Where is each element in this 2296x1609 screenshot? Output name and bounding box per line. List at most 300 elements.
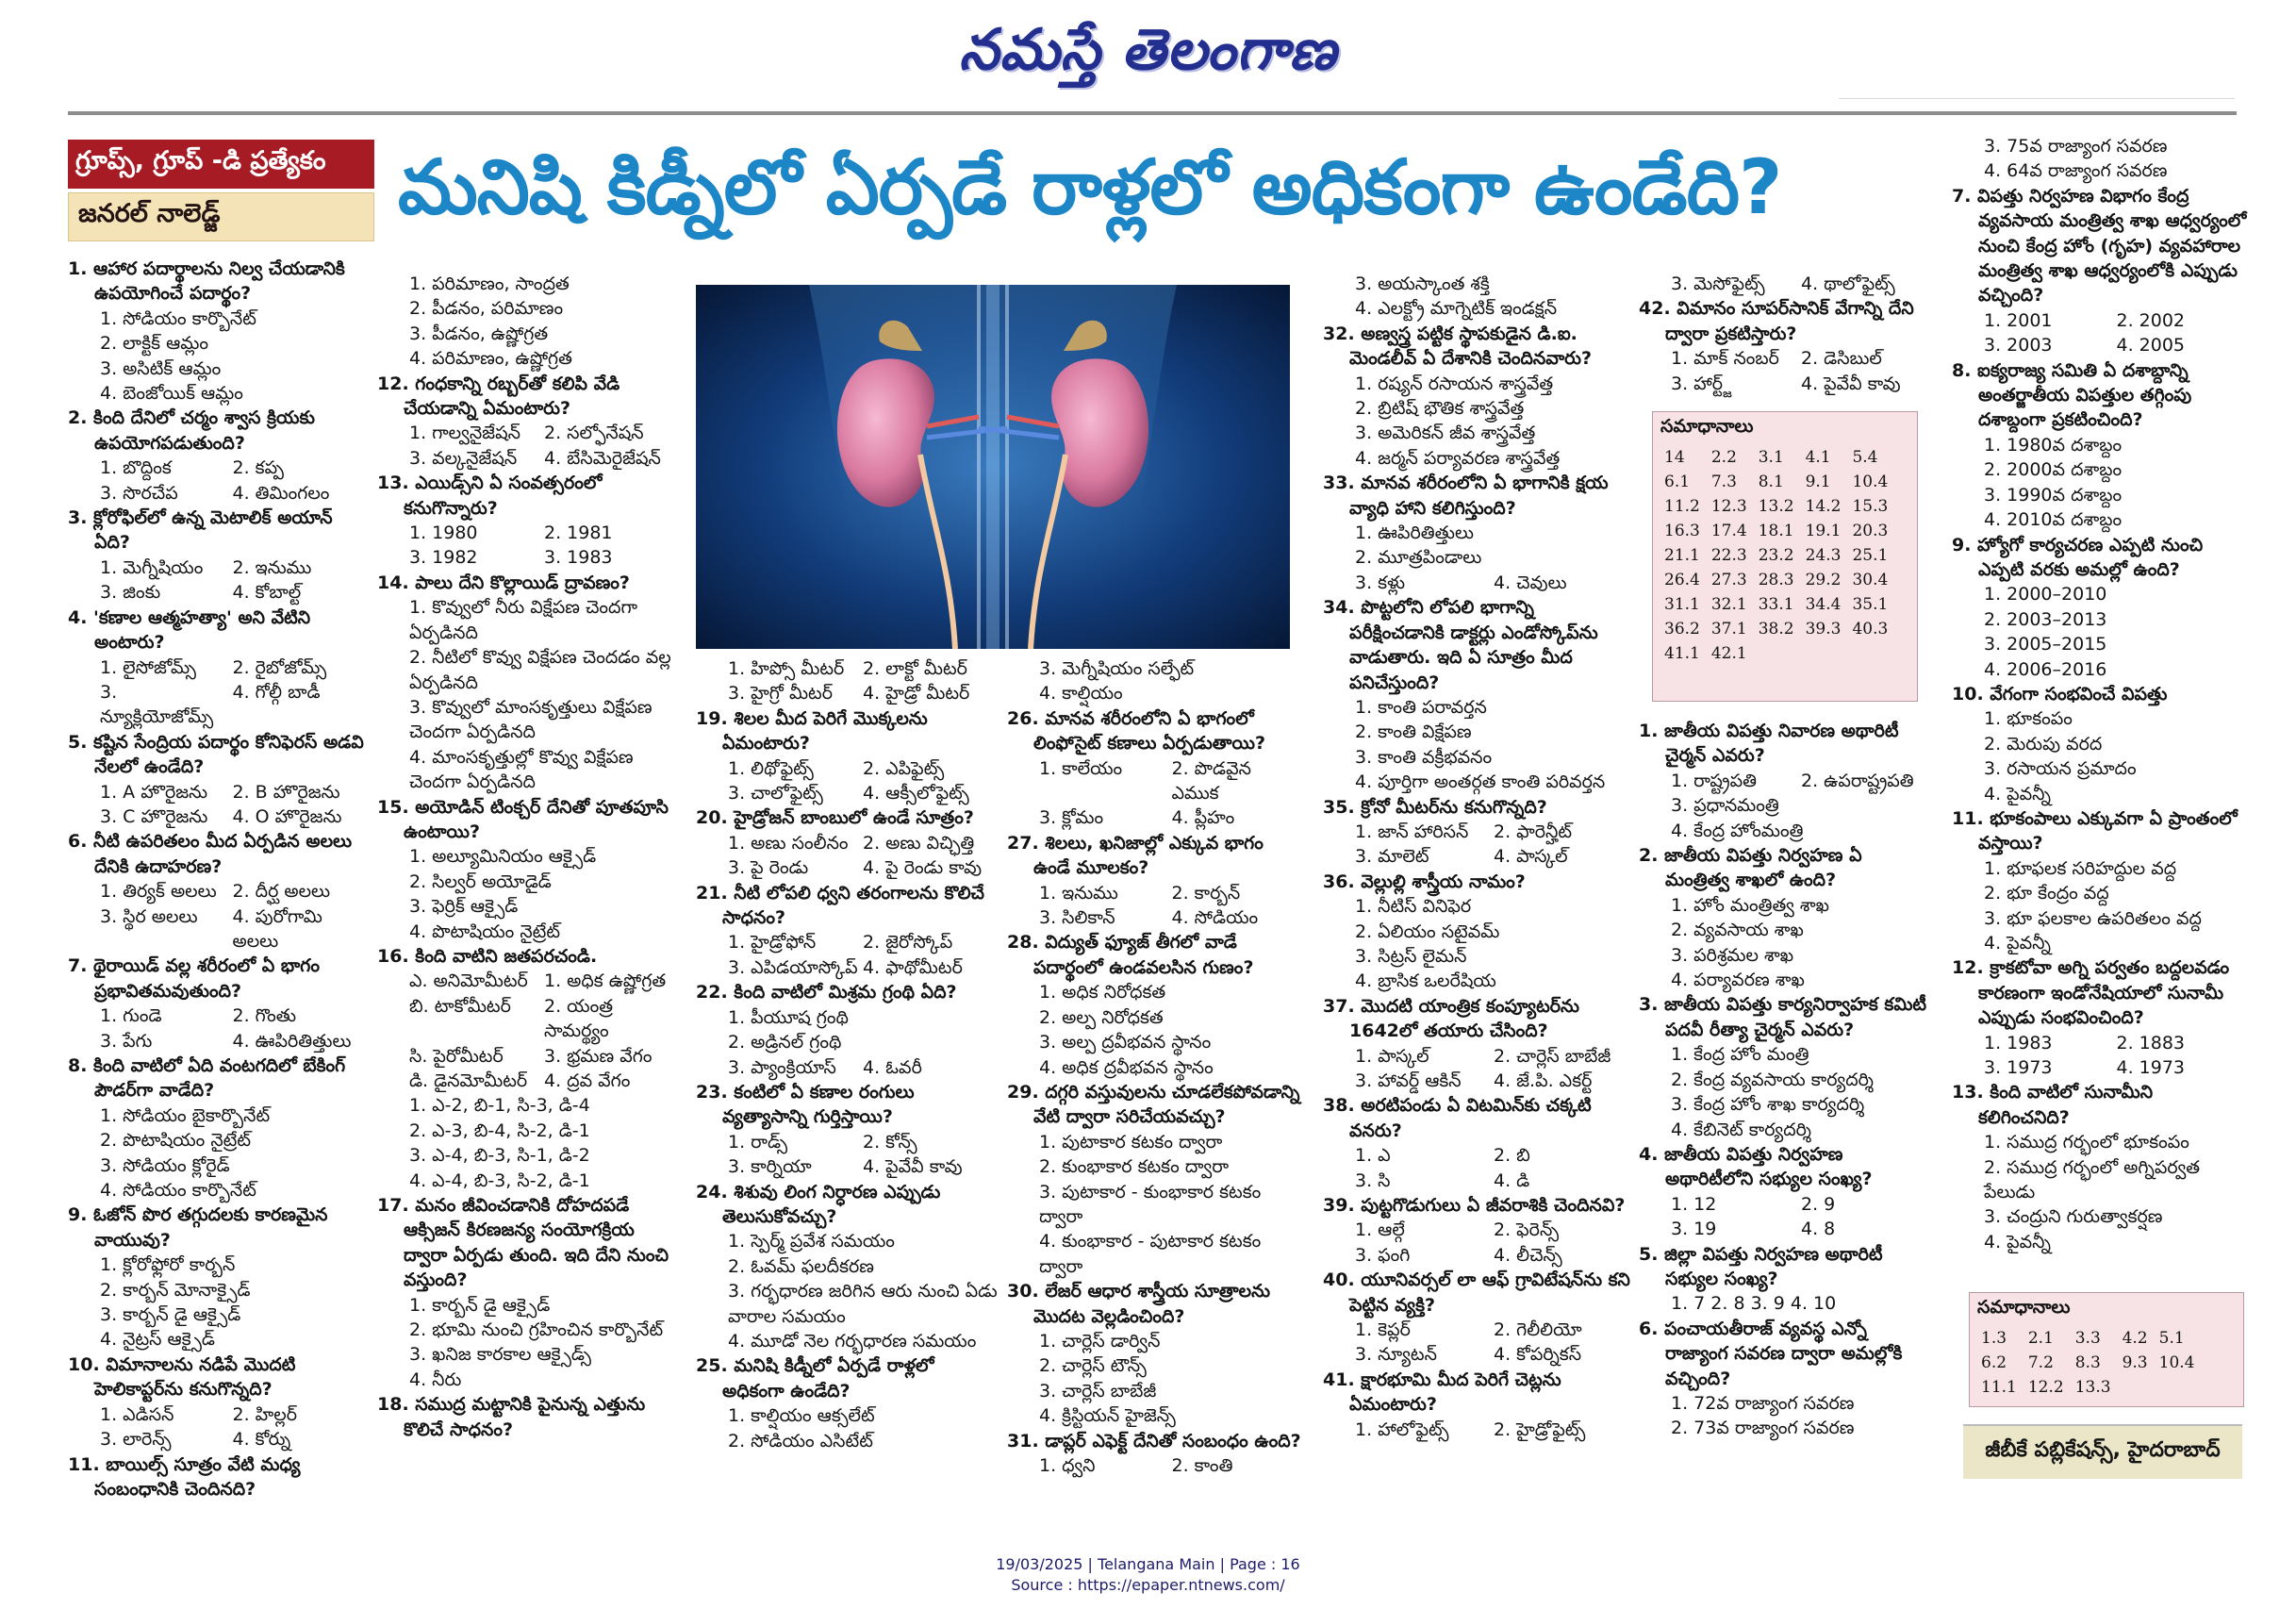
answer-option: 4. ద్రవ వేగం bbox=[544, 1070, 631, 1091]
answer-option: 2. ఫెరెన్స్ bbox=[1494, 1219, 1560, 1241]
answer-option: 1. 2000–2010 bbox=[1984, 584, 2107, 605]
answer-option: 1. చార్లెస్ డార్విన్ bbox=[1039, 1330, 1161, 1352]
answer-option-pair bbox=[68, 1004, 365, 1028]
question: 28. విద్యుత్ ఫ్యూజ్ తీగలో వాడే పదార్థంలో ఉండవలసిన గుణం? bbox=[1007, 932, 1254, 978]
answer-option: 2. చార్లెస్ టౌన్స్ bbox=[1039, 1355, 1147, 1377]
answer-option: 3. కాంతి వక్రీభవనం bbox=[1355, 746, 1493, 768]
answer-option: 2. జైరోస్కోప్ bbox=[863, 932, 953, 954]
answer-cell bbox=[2154, 1375, 2201, 1400]
answer-option-pair bbox=[1007, 1453, 1304, 1478]
answer-option: 2. లాక్టో మీటర్ bbox=[863, 658, 967, 679]
answer-cell: 5.1 bbox=[2158, 1329, 2185, 1348]
answer-option: 1. కెప్లర్ bbox=[1355, 1319, 1411, 1341]
question: 16. కింది వాటిని జతపరచండి. bbox=[377, 945, 598, 967]
answer-option: 4. డి bbox=[1494, 1169, 1530, 1191]
answer-option-pair bbox=[1639, 346, 1931, 371]
answer-option: 1. లిథోఫైట్స్ bbox=[728, 757, 814, 779]
answer-option: 1. కాంతి పరావర్తన bbox=[1355, 696, 1487, 718]
question: 2. కింది దేనిలో చర్మం శ్వాస క్రియకు ఉపయోగపడుతుంది? bbox=[68, 407, 315, 454]
answer-row bbox=[1659, 568, 1893, 592]
answer-option-pair bbox=[696, 930, 998, 954]
answer-option: 4. సోడియం కార్బొనేట్ bbox=[100, 1180, 256, 1202]
answer-option: 4. నైట్రస్ ఆక్సైడ్ bbox=[100, 1329, 215, 1351]
answer-cell: 37.1 bbox=[1710, 620, 1747, 639]
answer-option: 1. సోడియం కార్బొనేట్ bbox=[100, 307, 256, 329]
answer-option-pair bbox=[696, 656, 998, 681]
answer-option: 2. యంత్ర సామర్థ్యం bbox=[544, 995, 614, 1042]
answer-option: 3. ఎపిడయాస్కోప్ bbox=[728, 956, 858, 978]
question: 42. విమానం సూపర్‌సానిక్ వేగాన్ని దేని ద్వారా ప్రకటిస్తారు? bbox=[1639, 298, 1914, 344]
answer-cell: 1.3 bbox=[1981, 1329, 2007, 1348]
answer-option: 3. గర్భధారణ జరిగిన ఆరు నుంచి ఏడు వారాల సమయం bbox=[728, 1281, 998, 1327]
answer-option: 4. నీరు bbox=[409, 1368, 462, 1390]
answer-row bbox=[1975, 1326, 2200, 1351]
answer-cell: 2.2 bbox=[1710, 448, 1737, 467]
question: 36. వెల్లుల్లి శాస్త్రీయ నామం? bbox=[1323, 871, 1526, 892]
answer-option: 4. పైవేవీ కావు bbox=[863, 1156, 963, 1178]
answer-cell: 13.2 bbox=[1758, 497, 1794, 516]
answer-option: 2. బ్రిటిష్ భౌతిక శాస్త్రవేత్త bbox=[1355, 398, 1525, 420]
answer-option: 3. పై రెండు bbox=[728, 857, 809, 879]
answer-option: 3. ఫెర్రిక్ ఆక్సైడ్ bbox=[409, 896, 519, 918]
question: 19. శిలల మీద పెరిగే మొక్కలను ఏమంటారు? bbox=[696, 707, 928, 755]
answer-option: 2. హిల్లర్ bbox=[232, 1403, 298, 1425]
answer-option: 3. C హొరైజను bbox=[100, 805, 208, 827]
answer-option: 1. గుండె bbox=[100, 1005, 162, 1027]
answer-option: 3. అసిటిక్ ఆమ్లం bbox=[100, 357, 222, 379]
answer-option-pair bbox=[1639, 372, 1931, 396]
answer-option: 1. మాక్ నంబర్ bbox=[1671, 348, 1779, 370]
answer-option-pair bbox=[1007, 905, 1304, 930]
answer-option: 1. 72వ రాజ్యాంగ సవరణ bbox=[1671, 1392, 1855, 1414]
question-column-7 bbox=[1952, 134, 2249, 1254]
answer-key-2 bbox=[1969, 1292, 2244, 1407]
answer-option: 1. ఇనుము bbox=[1039, 882, 1118, 904]
answer-option: 1. భూకంపం bbox=[1984, 708, 2073, 730]
answer-option-pair bbox=[68, 580, 365, 605]
answer-option: 3. కళ్లు bbox=[1355, 572, 1406, 593]
answer-option: 3. పేగు bbox=[100, 1030, 153, 1052]
answer-cell: 33.1 bbox=[1758, 595, 1794, 614]
answer-option: 1. కాలేయం bbox=[1039, 757, 1123, 779]
answer-option: 1. హాలోఫైట్స్ bbox=[1355, 1418, 1449, 1440]
answer-option: 4. ఓవరీ bbox=[863, 1056, 922, 1078]
answer-option: 1. నీటిస్ వినిఫెర bbox=[1355, 896, 1472, 918]
answer-option: 1. ఊపిరితిత్తులు bbox=[1355, 523, 1475, 544]
answer-option: 2. ఇనుము bbox=[232, 556, 312, 578]
question: 41. క్షారభూమి మీద పెరిగే చెట్లను ఏమంటారు? bbox=[1323, 1368, 1561, 1416]
answer-cell: 7.3 bbox=[1710, 473, 1737, 491]
question: 31. డాప్లర్ ఎఫెక్ట్ దేనితో సంబంధం ఉంది? bbox=[1007, 1430, 1301, 1451]
answer-option-pair bbox=[1639, 769, 1931, 793]
answer-option: 1. క్లోరోఫ్లోరో కార్బన్ bbox=[100, 1254, 236, 1276]
answer-option: 1. స్పెర్మ్ ప్రవేశ సమయం bbox=[728, 1231, 895, 1252]
answer-key-title: సమాధానాలు bbox=[1977, 1297, 2071, 1318]
answer-option-pair bbox=[68, 879, 365, 904]
answer-option: 3. భూ ఫలకాల ఉపరితలం వద్ద bbox=[1984, 907, 2202, 929]
answer-option: 4. జే.పి. ఎకర్ట్ bbox=[1494, 1070, 1593, 1091]
answer-option-pair bbox=[1639, 1192, 1931, 1217]
answer-option: 3. కార్బన్ డై ఆక్సైడ్ bbox=[100, 1304, 241, 1326]
question: 15. అయోడిన్ టింక్చర్ దేనితో పూతపూసి ఉంటాయి? bbox=[377, 796, 669, 842]
answer-option-pair bbox=[696, 1154, 998, 1179]
answer-option: 3. 1983 bbox=[544, 547, 613, 569]
answer-option: 1. ఎ-2, బి-1, సి-3, డి-4 bbox=[409, 1095, 590, 1117]
answer-option-pair bbox=[377, 545, 679, 570]
answer-option: 2. కాంతి bbox=[1171, 1455, 1233, 1476]
newspaper-logo: నమస్తే తెలంగాణ bbox=[958, 17, 1338, 83]
answer-cell bbox=[1800, 641, 1847, 666]
answer-option: 2. డెసిబుల్ bbox=[1801, 348, 1882, 370]
answer-key-table bbox=[1975, 1326, 2200, 1400]
answer-option-pair bbox=[377, 421, 679, 445]
answer-option-pair bbox=[68, 804, 365, 829]
question: 9. హ్యోగో కార్యచరణ ఎప్పటి నుంచి ఎప్పటి వరకు అమల్లో ఉంది? bbox=[1952, 534, 2204, 580]
answer-option: 3. చార్లెస్ బాబేజీ bbox=[1039, 1380, 1157, 1402]
answer-cell: 42.1 bbox=[1710, 644, 1747, 663]
answer-option: 3. 75వ రాజ్యాంగ సవరణ bbox=[1984, 136, 2168, 157]
question: 2. జాతీయ విపత్తు నిర్వహణ ఏ మంత్రిత్వ శాఖలో ఉంది? bbox=[1639, 845, 1862, 891]
answer-cell: 20.3 bbox=[1852, 522, 1889, 540]
answer-option-pair bbox=[696, 756, 998, 781]
question: 1. ఆహార పదార్థాలను నిల్వ చేయడానికి ఉపయోగించే పదార్థం? bbox=[68, 258, 345, 305]
answer-option: 4. పర్యావరణ శాఖ bbox=[1671, 970, 1805, 991]
answer-cell: 34.4 bbox=[1805, 595, 1842, 614]
answer-option-pair bbox=[1323, 571, 1632, 595]
answer-option-pair bbox=[1952, 1055, 2249, 1080]
answer-cell: 10.4 bbox=[1852, 473, 1889, 491]
answer-option: 4. 1973 bbox=[2116, 1057, 2186, 1079]
answer-option: 1. ఎడిసన్ bbox=[100, 1403, 174, 1425]
answer-option: 3. 2005–2015 bbox=[1984, 634, 2107, 655]
answer-option-pair bbox=[68, 904, 365, 954]
answer-option: 3. ప్రధానమంత్రి bbox=[1671, 795, 1779, 817]
answer-option: 2. ఉపరాష్ట్రపతి bbox=[1801, 770, 1914, 791]
question-column-2 bbox=[377, 272, 679, 1442]
answer-option: 1. సముద్ర గర్భంలో భూకంపం bbox=[1984, 1132, 2189, 1153]
question-column-1 bbox=[68, 257, 365, 1501]
answer-option-pair bbox=[68, 481, 365, 506]
answer-cell: 5.4 bbox=[1852, 448, 1878, 467]
answer-option: 1. సోడియం బైకార్బొనేట్ bbox=[100, 1104, 271, 1126]
answer-option: 2. కాంతి విక్షేపణ bbox=[1355, 722, 1472, 743]
answer-cell: 18.1 bbox=[1758, 522, 1794, 540]
answer-cell: 3.3 bbox=[2074, 1329, 2101, 1348]
answer-option: 2. వ్యవసాయ శాఖ bbox=[1671, 920, 1804, 941]
answer-option-pair bbox=[68, 1029, 365, 1053]
question: 12. గంధకాన్ని రబ్బర్‌తో కలిపి వేడి చేయడాన్ని ఏమంటారు? bbox=[377, 373, 620, 420]
answer-option: 3. సొరచేప bbox=[100, 482, 178, 504]
answer-option: 2. ఓవమ్ ఫలదీకరణ bbox=[728, 1255, 874, 1277]
answer-cell: 31.1 bbox=[1664, 595, 1700, 614]
answer-option: 1. కేంద్ర హోం మంత్రి bbox=[1671, 1044, 1809, 1066]
answer-option: 4. బెంజోయిక్ ఆమ్లం bbox=[100, 383, 243, 405]
answer-option-pair bbox=[68, 680, 365, 730]
answer-cell: 12.2 bbox=[2027, 1378, 2064, 1397]
question-column-6-bottom bbox=[1639, 719, 1931, 1441]
answer-option: 1. పరిమాణం, సాంద్రత bbox=[409, 274, 570, 294]
question: 10. విమానాలను నడిపే మొదటి హెలికాప్టర్‌ను కనుగొన్నది? bbox=[68, 1353, 296, 1401]
question: 22. కింది వాటిలో మిశ్రమ గ్రంథి ఏది? bbox=[696, 982, 957, 1004]
answer-row bbox=[1659, 592, 1893, 617]
answer-option: 4. పొటాషియం నైట్రేట్ bbox=[409, 921, 561, 942]
kidney-image bbox=[696, 285, 1290, 649]
answer-option: 3. లారెన్స్ bbox=[100, 1429, 172, 1451]
answer-option-pair bbox=[68, 1402, 365, 1427]
answer-option: 2. భూమి నుంచి గ్రహించిన కార్బొనేట్ bbox=[409, 1319, 664, 1341]
question: 13. కింది వాటిలో సునామీని కలిగించనిది? bbox=[1952, 1082, 2154, 1128]
answer-key-table bbox=[1659, 445, 1893, 666]
answer-option: 4. ఎలక్ట్రో మాగ్నెటిక్ ఇండక్షన్ bbox=[1355, 298, 1558, 320]
answer-option: 2. హైడ్రోఫైట్స్ bbox=[1494, 1418, 1586, 1440]
question: 18. సముద్ర మట్టానికి పైనున్న ఎత్తును కొలిచే సాధనం? bbox=[377, 1394, 646, 1440]
answer-cell: 35.1 bbox=[1852, 595, 1889, 614]
answer-option: 4. ఆక్సీలోఫైట్స్ bbox=[863, 783, 969, 804]
answer-option: 2. భూ కేంద్రం వద్ద bbox=[1984, 883, 2109, 904]
answer-option: 3. పరిశ్రమల శాఖ bbox=[1671, 944, 1794, 966]
answer-option: 4. పై రెండు కావు bbox=[863, 857, 983, 879]
answer-option: 3. భ్రమణ వేగం bbox=[544, 1045, 652, 1067]
answer-option-pair bbox=[377, 1069, 679, 1093]
answer-option: 1. 1980వ దశాబ్దం bbox=[1984, 434, 2123, 456]
answer-option: 2. ఎపిఫైట్స్ bbox=[863, 757, 945, 779]
answer-row bbox=[1659, 445, 1893, 470]
answer-cell: 22.3 bbox=[1710, 546, 1747, 565]
answer-option: 2. పీడనం, పరిమాణం bbox=[409, 298, 564, 320]
answer-option: 4. O హొరైజను bbox=[232, 805, 342, 827]
answer-option: 4. లీచెన్స్ bbox=[1494, 1244, 1562, 1266]
answer-cell bbox=[1753, 641, 1800, 666]
answer-option: 4. తిమింగలం bbox=[232, 482, 330, 504]
answer-option: 2. ఎ-3, బి-4, సి-2, డి-1 bbox=[409, 1120, 590, 1141]
answer-option-pair bbox=[1007, 805, 1304, 830]
answer-option-pair bbox=[1323, 1318, 1632, 1342]
question-column-4 bbox=[1007, 656, 1304, 1478]
answer-option: 3. రసాయన ప్రమాదం bbox=[1984, 758, 2137, 780]
answer-option-pair bbox=[1952, 1031, 2249, 1055]
answer-option: 1. తిర్యక్ అలలు bbox=[100, 881, 217, 903]
answer-option: 4. సోడియం bbox=[1171, 907, 1259, 929]
answer-option: 1. అధిక నిరోధకత bbox=[1039, 982, 1166, 1004]
answer-option: 1. రాష్ట్రపతి bbox=[1671, 770, 1757, 791]
answer-option-pair bbox=[377, 521, 679, 545]
answer-option: 2. సోడియం ఎసిటేట్ bbox=[728, 1430, 873, 1451]
answer-option: 2. రైబోజోమ్స్ bbox=[232, 656, 327, 678]
answer-key-title: సమాధానాలు bbox=[1660, 416, 1754, 437]
answer-option: 1. హోం మంత్రిత్వ శాఖ bbox=[1671, 894, 1830, 916]
answer-option: 2. కేంద్ర వ్యవసాయ కార్యదర్శి bbox=[1671, 1069, 1874, 1090]
answer-cell: 15.3 bbox=[1852, 497, 1889, 516]
answer-option-pair bbox=[696, 955, 998, 980]
answer-option: 4. కేంద్ర హోంమంత్రి bbox=[1671, 820, 1804, 841]
answer-option: 1. 12 bbox=[1671, 1193, 1717, 1215]
question: 3. జాతీయ విపత్తు కార్యనిర్వాహక కమిటీ పదవీ రీత్యా చైర్మన్ ఎవరు? bbox=[1639, 994, 1927, 1040]
answer-key-1 bbox=[1652, 411, 1918, 702]
answer-option: 1. ధ్వని bbox=[1039, 1455, 1096, 1476]
answer-option-pair bbox=[696, 855, 998, 880]
answer-option: 1. కార్బన్ డై ఆక్సైడ్ bbox=[409, 1294, 551, 1316]
answer-cell: 19.1 bbox=[1805, 522, 1842, 540]
answer-option: 4. 2005 bbox=[2116, 335, 2186, 357]
answer-option-pair bbox=[377, 1044, 679, 1069]
answer-option-pair bbox=[696, 681, 998, 705]
answer-option-pair bbox=[377, 994, 679, 1044]
answer-cell: 23.2 bbox=[1758, 546, 1794, 565]
answer-option: 3. సిలికాన్ bbox=[1039, 907, 1115, 929]
answer-option: 4. చెవులు bbox=[1494, 572, 1567, 593]
answer-cell: 27.3 bbox=[1710, 571, 1747, 589]
answer-option: 3. చాలోఫైట్స్ bbox=[728, 783, 823, 804]
answer-option: 3. 1982 bbox=[409, 547, 478, 569]
answer-option: 2. కార్బన్ bbox=[1171, 882, 1241, 904]
answer-row bbox=[1659, 641, 1893, 666]
question: 6. నీటి ఉపరితలం మీద ఏర్పడిన అలలు దేనికి ఉదాహరణ? bbox=[68, 831, 353, 877]
answer-option-pair bbox=[1323, 1069, 1632, 1093]
answer-option: బి. టాకోమీటర్ bbox=[409, 995, 511, 1017]
answer-option-pair bbox=[68, 456, 365, 480]
question: 38. అరటిపండు ఏ విటమిన్‌కు చక్కటి వనరు? bbox=[1323, 1095, 1592, 1141]
answer-option: 3. మెగ్నీషియం సల్ఫేట్ bbox=[1039, 658, 1195, 679]
question: 32. అణ్వస్త్ర పట్టిక స్థాపకుడైన డి.ఐ. మెండలీవ్ ఏ దేశానికి చెందినవారు? bbox=[1323, 323, 1593, 370]
answer-option: 4. కుంభాకార - పుటాకార కటకం ద్వారా bbox=[1039, 1231, 1262, 1277]
answer-option: 2. సముద్ర గర్భంలో అగ్నిపర్వత పేలుడు bbox=[1984, 1156, 2201, 1203]
answer-option: 2. కోన్స్ bbox=[863, 1131, 917, 1153]
answer-option: 1. 7 2. 8 3. 9 4. 10 bbox=[1671, 1293, 1837, 1315]
header-thin-rule bbox=[1839, 98, 2235, 99]
answer-cell: 25.1 bbox=[1852, 546, 1889, 565]
answer-option: 1. ఎ bbox=[1355, 1145, 1391, 1167]
question: 21. నీటి లోపలి ధ్వని తరంగాలను కొలిచే సాధనం? bbox=[696, 882, 984, 929]
answer-option: సి. పైరోమీటర్ bbox=[409, 1045, 504, 1067]
answer-row bbox=[1659, 470, 1893, 494]
answer-option: 2. అడ్రినల్ గ్రంథి bbox=[728, 1032, 842, 1053]
question-column-6-top bbox=[1639, 272, 1931, 396]
answer-option: 2. అణు విచ్ఛిత్తి bbox=[863, 832, 975, 854]
question: 37. మొదటి యాంత్రిక కంప్యూటర్‌ను 1642లో తయారు చేసింది? bbox=[1323, 995, 1579, 1042]
answer-option: 1. బొద్దింక bbox=[100, 457, 172, 479]
answer-option: 4. ప్లీహం bbox=[1171, 807, 1235, 829]
answer-option-pair bbox=[1323, 820, 1632, 844]
answer-option: 1. రాడ్స్ bbox=[728, 1131, 788, 1153]
answer-option: 2. మెరుపు వరద bbox=[1984, 733, 2103, 755]
answer-option: 3. 2003 bbox=[1984, 335, 2053, 357]
answer-option: 3. ఎ-4, బి-3, సి-1, డి-2 bbox=[409, 1145, 590, 1167]
answer-option: 1. 1980 bbox=[409, 523, 478, 544]
answer-option: 2. 9 bbox=[1801, 1193, 1836, 1215]
answer-cell: 12.3 bbox=[1710, 497, 1747, 516]
question: 10. వేగంగా సంభవించే విపత్తు bbox=[1952, 683, 2168, 705]
answer-cell: 6.2 bbox=[1981, 1353, 2007, 1372]
answer-option: 3. అమెరికన్ జీవ శాస్త్రవేత్త bbox=[1355, 423, 1536, 444]
answer-option: 2. 2003–2013 bbox=[1984, 608, 2107, 630]
question: 8. ఐక్యరాజ్య సమితి ఏ దశాబ్దాన్ని అంతర్జాతీయ విపత్తుల తగ్గింపు దశాబ్దంగా ప్రకటించింది? bbox=[1952, 359, 2192, 431]
answer-cell: 9.3 bbox=[2122, 1353, 2148, 1372]
answer-option: 2. బి bbox=[1494, 1145, 1530, 1167]
answer-option: 4. అధిక ద్రవీభవన స్థానం bbox=[1039, 1056, 1214, 1078]
question: 7. విపత్తు నిర్వహణ విభాగం కేంద్ర వ్యవసాయ మంత్రిత్వ శాఖ ఆధ్వర్యంలో నుంచి కేంద్ర హోం (గృహ) వ్యవహారాల మంత్రిత్వ శాఖ ఆధ్వర్యంలోకి ఎప్పుడు వచ్చింది? bbox=[1952, 185, 2247, 307]
question: 4. జాతీయ విపత్తు నిర్వహణ అథారిటీలోని సభ్యుల సంఖ్య? bbox=[1639, 1143, 1873, 1190]
answer-option-pair bbox=[377, 969, 679, 993]
answer-option: 2. కార్బన్ మోనాక్సైడ్ bbox=[100, 1279, 251, 1301]
answer-option: 2. నీటిలో కొవ్వు విక్షేపణ చెందడం వల్ల ఏర్పడినది bbox=[409, 647, 671, 693]
answer-option-pair bbox=[1007, 881, 1304, 905]
answer-option: 1. రష్యన్ రసాయన శాస్త్రవేత్త bbox=[1355, 373, 1554, 394]
answer-cell: 39.3 bbox=[1805, 620, 1842, 639]
answer-option: 2. 73వ రాజ్యాంగ సవరణ bbox=[1671, 1418, 1855, 1439]
answer-option: 3. ఖనిజ కారకాల ఆక్సైడ్స్ bbox=[409, 1344, 591, 1366]
answer-option: 1. కొవ్వులో నీరు విక్షేపణ చెందగా ఏర్పడినది bbox=[409, 597, 637, 643]
answer-cell: 4.2 bbox=[2122, 1329, 2148, 1348]
answer-cell: 7.2 bbox=[2027, 1353, 2054, 1372]
answer-option: 3. పీడనం, ఉష్ణోగ్రత bbox=[409, 323, 549, 344]
answer-option: 4. పైవన్నీ bbox=[1984, 783, 2052, 804]
answer-cell: 14.2 bbox=[1805, 497, 1842, 516]
answer-option: 3. సి bbox=[1355, 1169, 1391, 1191]
answer-option: 4. పైవన్నీ bbox=[1984, 933, 2052, 954]
answer-row bbox=[1975, 1351, 2200, 1375]
answer-option-pair bbox=[68, 1427, 365, 1451]
answer-option: 3. 1973 bbox=[1984, 1057, 2053, 1079]
answer-option: 4. కేబినెట్ కార్యదర్శి bbox=[1671, 1119, 1811, 1140]
section-tag bbox=[68, 140, 374, 241]
answer-cell: 28.3 bbox=[1758, 571, 1794, 589]
question: 30. లేజర్ ఆధార శాస్త్రీయ సూత్రాలను మొదట వెల్లడించింది? bbox=[1007, 1281, 1271, 1327]
question: 25. మనిషి కిడ్నీలో ఏర్పడే రాళ్లలో అధికంగా ఉండేది? bbox=[696, 1355, 934, 1402]
answer-option: 3. న్యూటన్ bbox=[1355, 1344, 1437, 1366]
answer-option: 3. కేంద్ర హోం శాఖ కార్యదర్శి bbox=[1671, 1094, 1865, 1116]
question: 33. మానవ శరీరంలోని ఏ భాగానికి క్షయ వ్యాధి హాని కలిగిస్తుంది? bbox=[1323, 473, 1609, 519]
answer-row bbox=[1659, 543, 1893, 568]
question: 23. కంటిలో ఏ కణాల రంగులు వ్యత్యాసాన్ని గుర్తిస్తాయి? bbox=[696, 1081, 915, 1128]
answer-option: 1. అధిక ఉష్ణోగ్రత bbox=[544, 970, 667, 992]
answer-option: 2. సల్ఫోనేషన్ bbox=[544, 423, 644, 444]
answer-cell: 21.1 bbox=[1664, 546, 1700, 565]
answer-option: 2. దీర్ఘ అలలు bbox=[232, 881, 331, 903]
answer-option-pair bbox=[1639, 1217, 1931, 1241]
answer-cell: 29.2 bbox=[1805, 571, 1842, 589]
header-rule bbox=[68, 111, 2237, 115]
answer-option: 3. అయస్కాంత శక్తి bbox=[1355, 274, 1490, 294]
answer-cell: 24.3 bbox=[1805, 546, 1842, 565]
answer-option: 3. సోడియం క్లోరైడ్ bbox=[100, 1154, 230, 1176]
answer-cell: 30.4 bbox=[1852, 571, 1889, 589]
answer-option: 3. కార్నియా bbox=[728, 1156, 812, 1178]
answer-option: 3. న్యూక్లియోజోమ్స్ bbox=[100, 681, 214, 728]
answer-option: 3. హావర్డ్ ఆకిన్ bbox=[1355, 1070, 1462, 1091]
answer-option: 2. ఫారెన్హీట్ bbox=[1494, 821, 1573, 842]
answer-option: 1. A హొరైజను bbox=[100, 781, 208, 803]
answer-option-pair bbox=[1323, 1418, 1632, 1442]
answer-option: 2. మూత్రపిండాలు bbox=[1355, 547, 1482, 569]
answer-option: 1. పుటాకార కటకం ద్వారా bbox=[1039, 1131, 1223, 1153]
answer-option: 4. కోర్ను bbox=[232, 1429, 291, 1451]
answer-option-pair bbox=[1323, 1342, 1632, 1367]
answer-option: 1. జాన్ హారిసన్ bbox=[1355, 821, 1469, 842]
answer-option: 4. పరిమాణం, ఉష్ణోగ్రత bbox=[409, 348, 572, 370]
section-tag-primary: గ్రూప్స్, గ్రూప్ -డి ప్రత్యేకం bbox=[68, 140, 374, 189]
answer-option: 1. పాస్కల్ bbox=[1355, 1045, 1429, 1067]
question: 11. బాయిల్స్ సూత్రం వేటి మధ్య సంబంధానికి చెందినది? bbox=[68, 1453, 301, 1500]
answer-cell bbox=[1846, 641, 1893, 666]
answer-cell: 13.3 bbox=[2074, 1378, 2111, 1397]
question: 12. క్రాకటోవా అగ్ని పర్వతం బద్దలవడం కారణంగా ఇండోనేషియాలో సునామీ ఎప్పుడు సంభవించింది? bbox=[1952, 957, 2230, 1029]
answer-option: 1. 1983 bbox=[1984, 1032, 2053, 1053]
answer-cell: 3.1 bbox=[1758, 448, 1784, 467]
answer-option-pair bbox=[377, 446, 679, 471]
question: 29. దగ్గరి వస్తువులను చూడలేకపోవడాన్ని వేటి ద్వారా సరిచేయవచ్చు? bbox=[1007, 1081, 1300, 1128]
answer-cell: 11.1 bbox=[1981, 1378, 2017, 1397]
answer-option-pair bbox=[68, 655, 365, 680]
